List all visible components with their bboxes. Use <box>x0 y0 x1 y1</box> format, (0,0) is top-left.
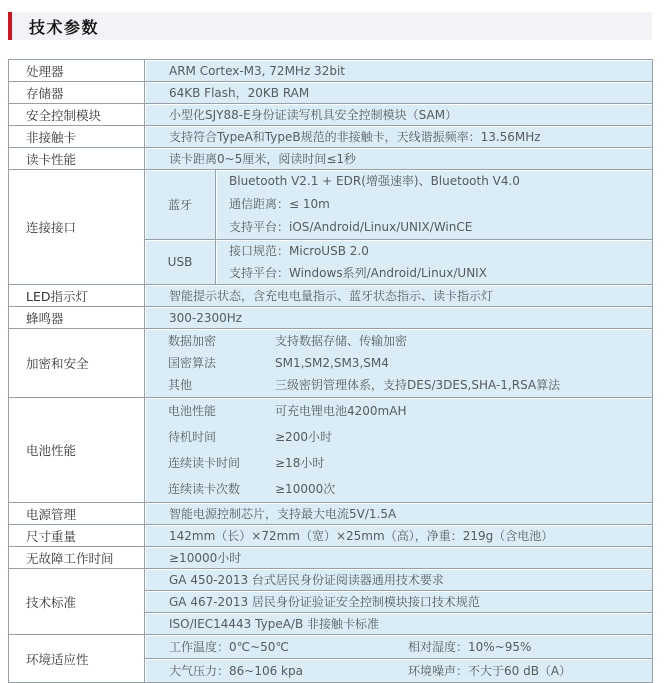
table-row <box>9 398 653 503</box>
row-value-buzzer: 300-2300Hz <box>145 307 653 329</box>
table-row <box>9 307 653 329</box>
row-label-environment: 环境适应性 <box>9 635 145 683</box>
environment-spec: 环境噪声：不大于60 dB（A） <box>408 664 572 678</box>
table-row <box>9 82 653 104</box>
security-item-name: 数据加密 <box>168 334 217 348</box>
table-row <box>9 148 653 170</box>
security-item-name: 其他 <box>168 378 193 392</box>
table-row <box>9 329 653 398</box>
bluetooth-details <box>216 170 653 240</box>
page-title: 技术参数 <box>29 17 100 37</box>
usb-details <box>216 240 653 285</box>
security-item-desc: 支持数据存储、传输加密 <box>275 334 408 348</box>
row-value-memory: 64KB Flash，20KB RAM <box>145 82 653 104</box>
row-label-processor: 处理器 <box>9 60 145 82</box>
battery-item <box>145 450 652 476</box>
section-header <box>8 12 652 40</box>
row-value-power: 智能电源控制芯片，支持最大电流5V/1.5A <box>145 503 653 525</box>
battery-item-name: 待机时间 <box>168 430 217 444</box>
usb-sublabel: USB <box>145 240 216 285</box>
battery-item-name: 连续读卡时间 <box>168 456 241 470</box>
row-label-memory: 存储器 <box>9 82 145 104</box>
security-item-desc: SM1,SM2,SM3,SM4 <box>275 356 389 370</box>
battery-item-desc: ≥200小时 <box>275 430 332 444</box>
table-row <box>9 104 653 126</box>
environment-spec: 工作温度：0℃~50℃ <box>169 640 289 654</box>
row-value-battery <box>145 398 653 503</box>
security-item <box>145 374 652 396</box>
row-value-dimensions: 142mm（长）×72mm（宽）×25mm（高），净重：219g（含电池） <box>145 525 653 547</box>
environment-spec: 大气压力：86~106 kpa <box>169 664 303 678</box>
bluetooth-line: Bluetooth V2.1 + EDR(增强速率)、Bluetooth V4.0 <box>229 174 520 188</box>
table-row <box>9 285 653 307</box>
battery-item-name: 电池性能 <box>168 404 217 418</box>
table-row <box>9 547 653 569</box>
environment-row <box>145 659 653 683</box>
row-value-mtbf: ≥10000小时 <box>145 547 653 569</box>
row-label-standards: 技术标准 <box>9 569 145 635</box>
row-label-mtbf: 无故障工作时间 <box>9 547 145 569</box>
security-item <box>145 352 652 374</box>
row-label-battery: 电池性能 <box>9 398 145 503</box>
row-value-processor: ARM Cortex-M3, 72MHz 32bit <box>145 60 653 82</box>
bluetooth-sublabel: 蓝牙 <box>145 170 216 240</box>
spec-table <box>8 59 653 683</box>
battery-item <box>145 476 652 502</box>
battery-item <box>145 398 652 424</box>
table-row <box>9 60 653 82</box>
bluetooth-line: 通信距离：≤ 10m <box>229 197 330 211</box>
row-label-interfaces: 连接接口 <box>9 170 145 285</box>
battery-item-desc: 可充电锂电池4200mAH <box>275 404 407 418</box>
row-value-reading: 读卡距离0~5厘米，阅读时间≤1秒 <box>145 148 653 170</box>
security-item-name: 国密算法 <box>168 356 217 370</box>
security-item-desc: 三级密钥管理体系，支持DES/3DES,SHA-1,RSA算法 <box>275 378 561 392</box>
table-row <box>9 126 653 148</box>
bluetooth-line: 支持平台：iOS/Android/Linux/UNIX/WinCE <box>229 220 473 234</box>
usb-line: 接口规范：MicroUSB 2.0 <box>229 244 369 258</box>
usb-line: 支持平台：Windows系列/Android/Linux/UNIX <box>229 266 487 280</box>
security-item <box>145 330 652 352</box>
environment-spec: 相对湿度：10%~95% <box>408 640 532 654</box>
row-label-contactless: 非接触卡 <box>9 126 145 148</box>
row-label-security: 加密和安全 <box>9 329 145 398</box>
table-row <box>9 569 653 591</box>
battery-item-name: 连续读卡次数 <box>168 482 241 496</box>
row-label-sam: 安全控制模块 <box>9 104 145 126</box>
standards-item: GA 450-2013 台式居民身份证阅读器通用技术要求 <box>145 569 653 591</box>
row-value-sam: 小型化SJY88-E身份证读写机具安全控制模块（SAM） <box>145 104 653 126</box>
environment-row <box>145 635 653 659</box>
standards-item: ISO/IEC14443 TypeA/B 非接触卡标准 <box>145 613 653 635</box>
table-row <box>9 635 653 659</box>
row-label-power: 电源管理 <box>9 503 145 525</box>
row-label-buzzer: 蜂鸣器 <box>9 307 145 329</box>
row-label-reading: 读卡性能 <box>9 148 145 170</box>
table-row <box>9 503 653 525</box>
table-row <box>9 525 653 547</box>
battery-item-desc: ≥18小时 <box>275 456 325 470</box>
row-value-contactless: 支持符合TypeA和TypeB规范的非接触卡，天线谐振频率：13.56MHz <box>145 126 653 148</box>
battery-item <box>145 424 652 450</box>
row-label-dimensions: 尺寸重量 <box>9 525 145 547</box>
row-value-led: 智能提示状态，含充电电量指示、蓝牙状态指示、读卡指示灯 <box>145 285 653 307</box>
row-value-security <box>145 329 653 398</box>
battery-item-desc: ≥10000次 <box>275 482 336 496</box>
row-label-led: LED指示灯 <box>9 285 145 307</box>
table-row <box>9 170 653 240</box>
standards-item: GA 467-2013 居民身份证验证安全控制模块接口技术规范 <box>145 591 653 613</box>
